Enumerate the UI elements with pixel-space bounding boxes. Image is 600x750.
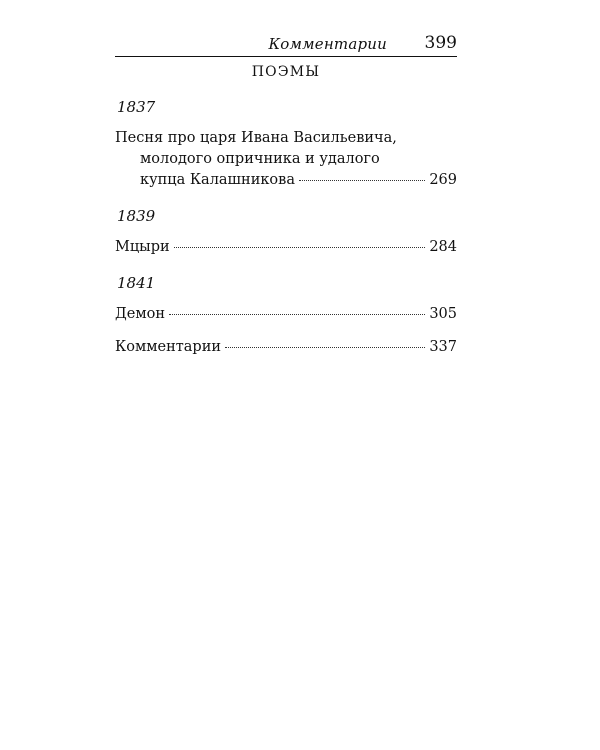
toc-entry-last-line bbox=[115, 337, 457, 358]
year-heading: 1837 bbox=[117, 98, 156, 116]
running-head bbox=[115, 32, 457, 57]
toc-entry-last-line bbox=[115, 170, 457, 191]
toc-entry-title-line: купца Калашникова bbox=[140, 172, 295, 188]
toc-entry-title-line: Комментарии bbox=[115, 339, 222, 355]
toc-entry-title-line: Мцыри bbox=[115, 239, 170, 255]
page-number: 399 bbox=[424, 33, 457, 53]
section-title: ПОЭМЫ bbox=[251, 64, 321, 80]
toc-entry-title-line: молодого опричника и удалого bbox=[140, 151, 380, 167]
toc-entry[interactable] bbox=[115, 304, 457, 325]
table-of-contents bbox=[115, 96, 457, 358]
dot-leader bbox=[169, 314, 425, 315]
toc-entry-title-line: Демон bbox=[115, 306, 166, 322]
dot-leader bbox=[225, 347, 425, 348]
toc-entry-page: 269 bbox=[429, 172, 457, 188]
year-heading: 1841 bbox=[117, 274, 156, 292]
toc-entry-page: 337 bbox=[429, 339, 457, 355]
toc-entry-page: 305 bbox=[429, 306, 457, 322]
toc-entry-page: 284 bbox=[429, 239, 457, 255]
toc-entry[interactable] bbox=[115, 237, 457, 258]
toc-entry-last-line bbox=[115, 237, 457, 258]
toc-entry-last-line bbox=[115, 304, 457, 325]
dot-leader bbox=[299, 180, 425, 181]
year-heading: 1839 bbox=[117, 207, 156, 225]
toc-entry-title-line: Песня про царя Ивана Васильевича, bbox=[115, 130, 397, 146]
toc-entry[interactable] bbox=[115, 128, 457, 191]
running-title: Комментарии bbox=[268, 35, 387, 53]
toc-entry[interactable] bbox=[115, 337, 457, 358]
dot-leader bbox=[174, 247, 426, 248]
